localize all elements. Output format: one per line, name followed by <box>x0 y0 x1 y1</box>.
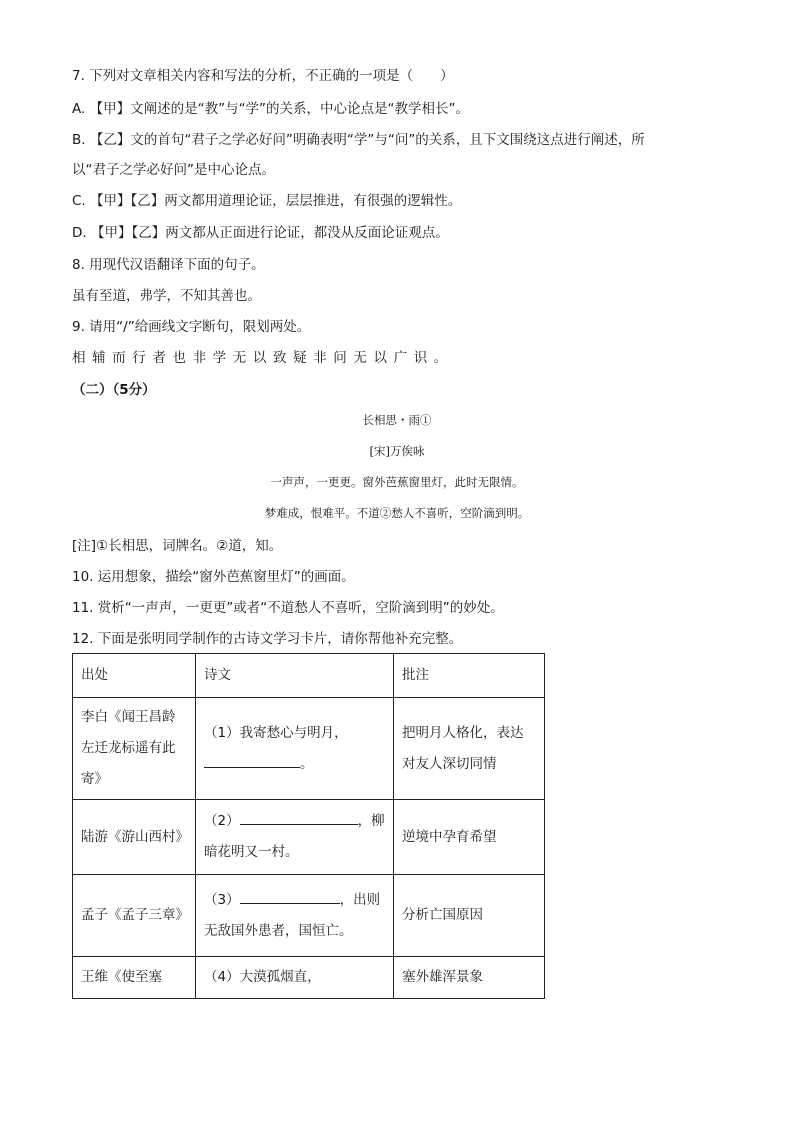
row-text-before: （1）我寄愁心与明月， <box>204 724 348 741</box>
q9-text: 相辅而行者也非学无以致疑非问无以广识。 <box>72 350 454 366</box>
answer-blank[interactable] <box>204 751 300 768</box>
q7-stem: 7. 下列对文章相关内容和写法的分析，不正确的一项是（ ） <box>72 68 454 84</box>
row-text <box>196 957 394 999</box>
q7-option-d: D. 【甲】【乙】两文都从正面进行论证，都没从反面论证观点。 <box>72 225 449 241</box>
q7-option-b-line1: B. 【乙】文的首句“君子之学必好问”明确表明“学”与“问”的关系，且下文围绕这点进行阐述，所 <box>72 132 645 148</box>
header-note: 批注 <box>394 654 545 698</box>
row-source: 李白《闻王昌龄左迁龙标遥有此寄》 <box>73 698 196 800</box>
poem-line-2: 梦难成，恨难平。不道②愁人不喜听，空阶滴到明。 <box>264 506 530 520</box>
row-text-after: 。 <box>300 755 314 772</box>
row-note: 把明月人格化，表达对友人深切同情 <box>394 698 545 800</box>
q12-stem: 12. 下面是张明同学制作的古诗文学习卡片，请你帮他补充完整。 <box>72 631 463 647</box>
poem-author: [宋]万俟咏 <box>369 444 425 458</box>
row-text-before: （2） <box>204 813 240 829</box>
table-header-row <box>73 654 545 698</box>
q11-stem: 11. 赏析“一声声，一更更”或者“不道愁人不喜听，空阶滴到明”的妙处。 <box>72 600 504 616</box>
q8-sentence: 虽有至道，弗学，不知其善也。 <box>72 288 261 304</box>
q9-stem: 9. 请用“/”给画线文字断句，限划两处。 <box>72 319 311 335</box>
row-source: 陆游《游山西村》 <box>73 800 196 875</box>
row-source: 王维《使至塞 <box>73 957 196 999</box>
table-row <box>73 875 545 957</box>
row-note: 塞外雄浑景象 <box>394 957 545 999</box>
table-row <box>73 957 545 999</box>
table-row <box>73 698 545 800</box>
answer-blank[interactable] <box>240 887 340 904</box>
header-text: 诗文 <box>196 654 394 698</box>
header-source: 出处 <box>73 654 196 698</box>
row-note: 分析亡国原因 <box>394 875 545 957</box>
row-text-after: ，出则无敌国外患者，国恒亡。 <box>204 891 381 939</box>
row-text <box>196 800 394 875</box>
row-text <box>196 875 394 957</box>
table-row <box>73 800 545 875</box>
poem-line-1: 一声声，一更更。窗外芭蕉窗里灯，此时无限情。 <box>270 475 524 489</box>
row-text-before: （3） <box>204 891 240 908</box>
q10-stem: 10. 运用想象，描绘“窗外芭蕉窗里灯”的画面。 <box>72 569 355 585</box>
row-text <box>196 698 394 800</box>
row-text-after: ，柳暗花明又一村。 <box>204 813 385 860</box>
q7-option-b-line2: 以“君子之学必好问”是中心论点。 <box>72 162 275 178</box>
poem-title: 长相思・雨① <box>362 413 432 427</box>
answer-blank[interactable] <box>240 808 358 825</box>
q8-stem: 8. 用现代汉语翻译下面的句子。 <box>72 257 265 273</box>
study-card-table <box>72 653 545 999</box>
section-heading: （二）（5分） <box>72 382 156 398</box>
row-note: 逆境中孕育希望 <box>394 800 545 875</box>
row-source: 孟子《孟子三章》 <box>73 875 196 957</box>
row-text-before: （4）大漠孤烟直， <box>204 969 321 985</box>
q7-option-a: A. 【甲】文阐述的是“教”与“学”的关系，中心论点是“教学相长”。 <box>72 101 470 117</box>
poem-note: [注]①长相思，词牌名。②道，知。 <box>72 538 283 554</box>
q7-option-c: C. 【甲】【乙】两文都用道理论证，层层推进，有很强的逻辑性。 <box>72 193 462 209</box>
